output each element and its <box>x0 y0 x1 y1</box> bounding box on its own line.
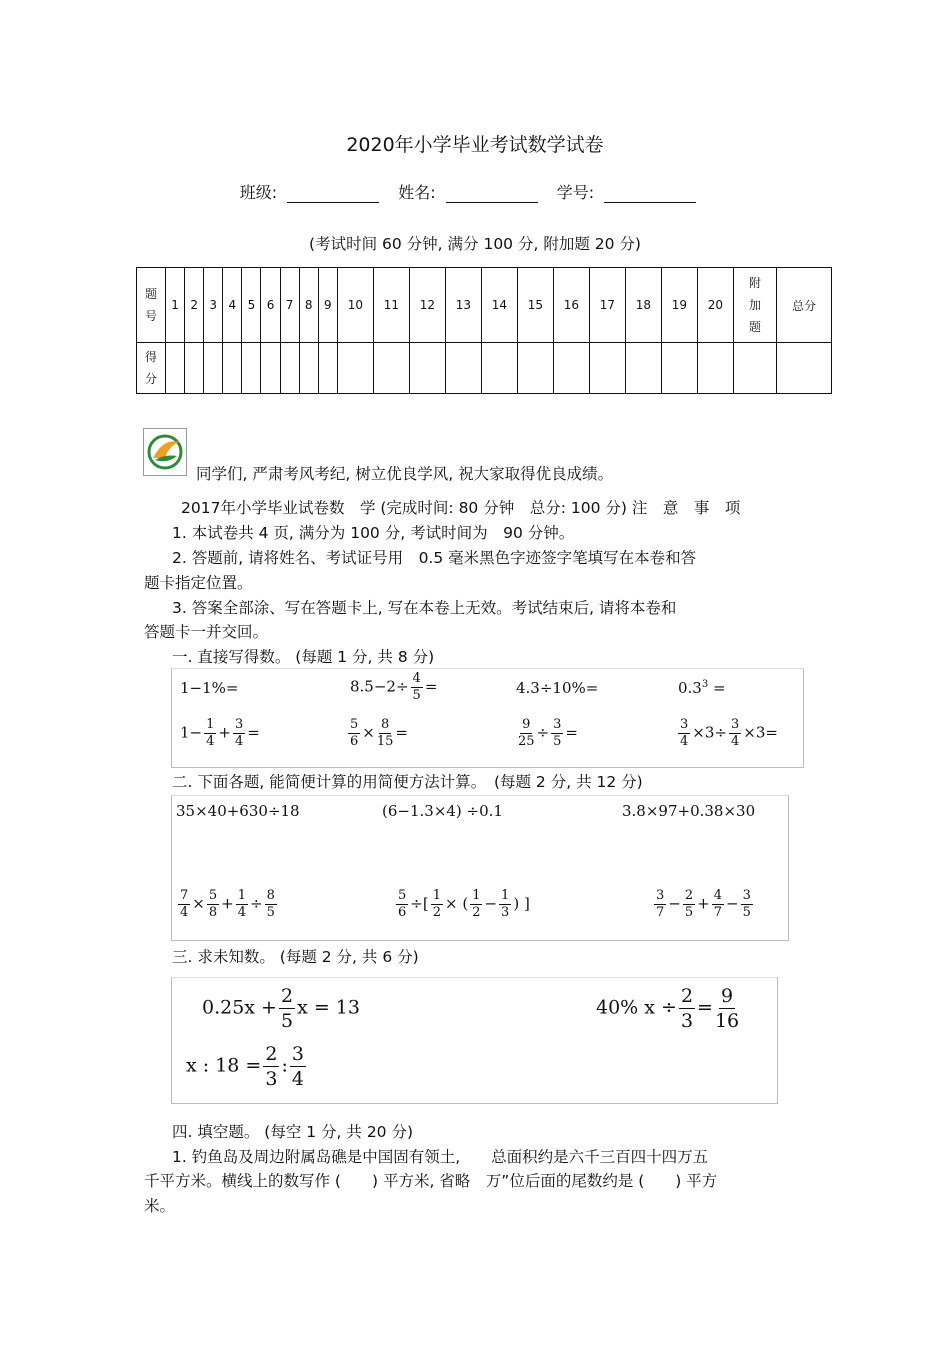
score-cell[interactable] <box>553 343 589 394</box>
score-cell[interactable] <box>261 343 280 394</box>
s1-q7: $\frac{9}{25}$ ÷ $\frac{3}{5}$ = <box>518 717 578 749</box>
col-4: 4 <box>223 268 242 343</box>
score-cell[interactable] <box>223 343 242 394</box>
class-label: 班级: <box>239 183 278 202</box>
s3-q2: 40% x ÷ $\frac{2}{3}$ = $\frac{9}{16}$ <box>596 985 740 1032</box>
score-cell[interactable] <box>242 343 261 394</box>
score-cell[interactable] <box>445 343 481 394</box>
col-8: 8 <box>299 268 318 343</box>
class-blank[interactable] <box>287 184 379 203</box>
s1-q6: $\frac{5}{6}$ × $\frac{8}{15}$ = <box>350 717 408 749</box>
s3-q1: 0.25x + $\frac{2}{5}$ x = 13 <box>202 985 360 1032</box>
score-cell[interactable] <box>280 343 299 394</box>
s1-q1: 1−1%= <box>180 679 239 697</box>
s1-q5: 1− $\frac{1}{4}$ + $\frac{3}{4}$ = <box>180 717 260 749</box>
s1-q2: 8.5−2÷ $\frac{4}{5}$ = <box>350 671 438 703</box>
col-13: 13 <box>445 268 481 343</box>
total-label: 总分 <box>777 268 832 343</box>
s4-q1-line2: 千平方米。横线上的数写作 ( ) 平方米, 省略 万”位后面的尾数约是 ( ) 平方 <box>144 1172 718 1190</box>
score-cell-extra[interactable] <box>734 343 777 394</box>
section3-box <box>171 977 778 1104</box>
col-15: 15 <box>517 268 553 343</box>
section3-heading: 三. 求未知数。 (每题 2 分, 共 6 分) <box>172 948 419 966</box>
score-cell[interactable] <box>481 343 517 394</box>
s1-q8: $\frac{3}{4}$ ×3÷ $\frac{3}{4}$ ×3= <box>680 717 778 749</box>
col-7: 7 <box>280 268 299 343</box>
col-18: 18 <box>625 268 661 343</box>
section2-box <box>171 795 789 941</box>
score-cell[interactable] <box>318 343 337 394</box>
score-cell[interactable] <box>373 343 409 394</box>
s3-q3: x : 18 = $\frac{2}{3}$ : $\frac{3}{4}$ <box>186 1043 304 1090</box>
section4-heading: 四. 填空题。 (每空 1 分, 共 20 分) <box>172 1123 414 1141</box>
score-cell[interactable] <box>517 343 553 394</box>
score-cell[interactable] <box>409 343 445 394</box>
score-cell[interactable] <box>204 343 223 394</box>
col-1: 1 <box>166 268 185 343</box>
col-5: 5 <box>242 268 261 343</box>
exam-note: (考试时间 60 分钟, 满分 100 分, 附加题 20 分) <box>309 235 641 253</box>
col-17: 17 <box>589 268 625 343</box>
section1-box <box>171 668 804 768</box>
score-cell[interactable] <box>337 343 373 394</box>
notice-1: 1. 本试卷共 4 页, 满分为 100 分, 考试时间为 90 分钟。 <box>172 524 575 542</box>
s4-q1-line1: 1. 钓鱼岛及周边附属岛礁是中国固有领土, 总面积约是六千三百四十四万五 <box>172 1148 709 1166</box>
s2-q1: 35×40+630÷18 <box>176 802 300 820</box>
col-6: 6 <box>261 268 280 343</box>
score-cell[interactable] <box>185 343 204 394</box>
extra-question-label: 附 加 题 <box>734 268 777 343</box>
exam-title: 2020年小学毕业考试数学试卷 <box>346 134 604 156</box>
score-cell[interactable] <box>697 343 733 394</box>
s2-q2: (6−1.3×4) ÷0.1 <box>382 802 503 820</box>
score-table <box>136 267 832 394</box>
s1-q3: 4.3÷10%= <box>516 679 599 697</box>
score-table-score-row <box>137 343 832 394</box>
col-9: 9 <box>318 268 337 343</box>
col-16: 16 <box>553 268 589 343</box>
col-19: 19 <box>661 268 697 343</box>
col-3: 3 <box>204 268 223 343</box>
score-cell[interactable] <box>625 343 661 394</box>
s4-q1-line3: 米。 <box>144 1197 176 1215</box>
col-12: 12 <box>409 268 445 343</box>
score-cell[interactable] <box>166 343 185 394</box>
section1-heading: 一. 直接写得数。 (每题 1 分, 共 8 分) <box>172 648 435 666</box>
student-info-line <box>0 180 950 203</box>
s2-q5: $\frac{5}{6}$ ÷[ $\frac{1}{2}$ × ( $\frac{1}{2}$ − $\frac{1}{3}$ ) ] <box>398 888 530 920</box>
col-14: 14 <box>481 268 517 343</box>
section2-heading: 二. 下面各题, 能简便计算的用简便方法计算。 (每题 2 分, 共 12 分) <box>172 773 643 791</box>
school-logo-icon <box>143 428 187 476</box>
question-number-label: 题 号 <box>137 268 166 343</box>
s2-q3: 3.8×97+0.38×30 <box>622 802 756 820</box>
greeting-text: 同学们, 严肃考风考纪, 树立优良学风, 祝大家取得优良成绩。 <box>196 465 614 483</box>
col-10: 10 <box>337 268 373 343</box>
s1-q4: $0.3^3$ = <box>678 679 726 697</box>
exam-subtitle: 2017年小学毕业试卷数 学 (完成时间: 80 分钟 总分: 100 分) 注 意 事 项 <box>181 499 741 517</box>
score-cell-total[interactable] <box>777 343 832 394</box>
notice-3-line2: 答题卡一并交回。 <box>144 623 269 641</box>
name-label: 姓名: <box>398 183 436 202</box>
name-blank[interactable] <box>446 184 538 203</box>
score-cell[interactable] <box>661 343 697 394</box>
notice-3-line1: 3. 答案全部涂、写在答题卡上, 写在本卷上无效。考试结束后, 请将本卷和 <box>172 599 677 617</box>
notice-2-line2: 题卡指定位置。 <box>144 574 253 592</box>
id-label: 学号: <box>556 183 595 202</box>
id-blank[interactable] <box>604 184 696 203</box>
notice-2-line1: 2. 答题前, 请将姓名、考试证号用 0.5 毫米黑色字迹签字笔填写在本卷和答 <box>172 549 697 567</box>
score-table-header-row <box>137 268 832 343</box>
score-cell[interactable] <box>589 343 625 394</box>
score-label: 得 分 <box>137 343 166 394</box>
score-cell[interactable] <box>299 343 318 394</box>
col-20: 20 <box>697 268 733 343</box>
s2-q4: $\frac{7}{4}$ × $\frac{5}{8}$ + $\frac{1}{4}$ ÷ $\frac{8}{5}$ <box>180 888 275 920</box>
col-2: 2 <box>185 268 204 343</box>
s2-q6: $\frac{3}{7}$ − $\frac{2}{5}$ + $\frac{4}{7}$ − $\frac{3}{5}$ <box>656 888 751 920</box>
col-11: 11 <box>373 268 409 343</box>
